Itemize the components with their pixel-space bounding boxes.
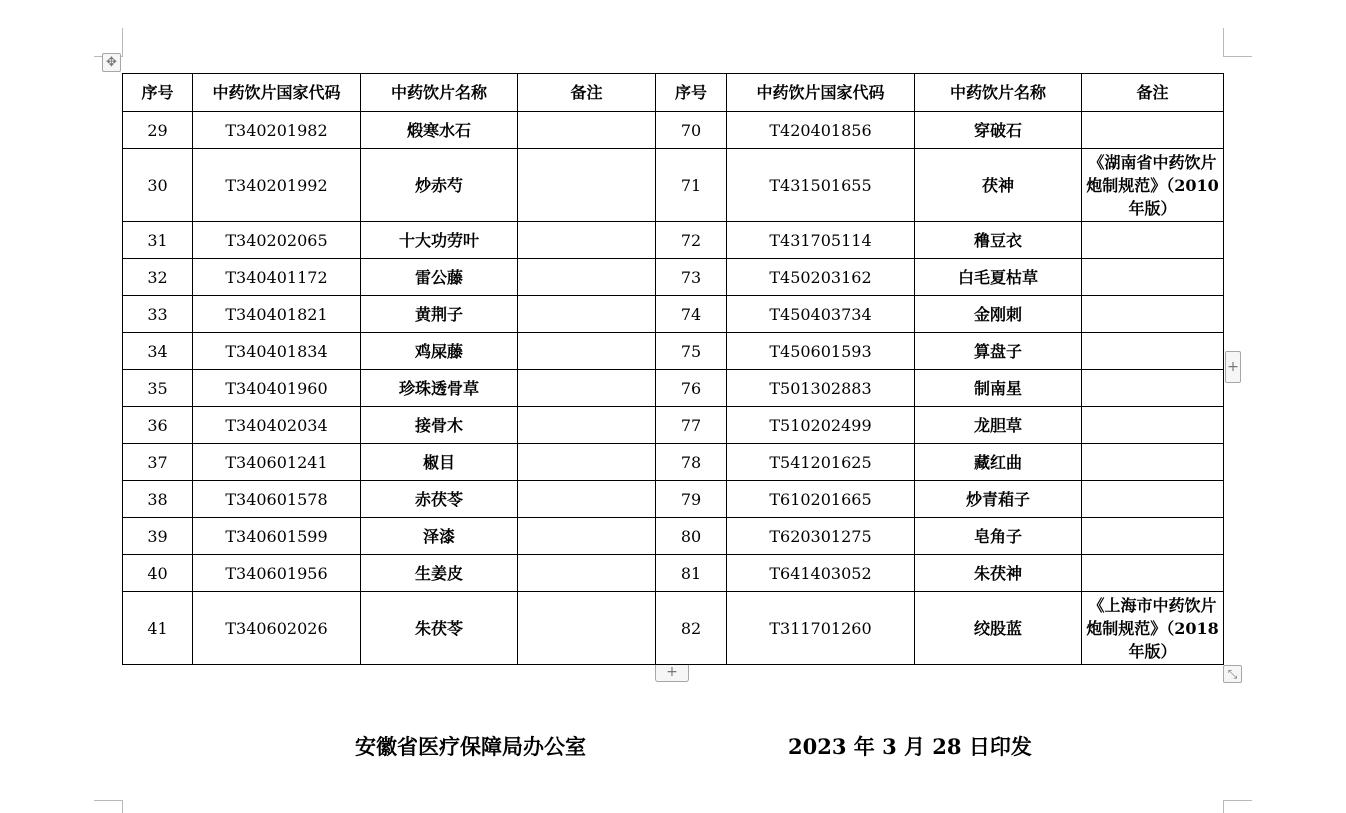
code-cell: T420401856 xyxy=(727,112,915,149)
column-header: 中药饮片国家代码 xyxy=(727,74,915,112)
table-header-row xyxy=(123,74,1224,112)
seq-cell: 74 xyxy=(656,296,727,333)
table-move-handle-icon[interactable]: ✥ xyxy=(102,53,121,72)
seq-cell: 35 xyxy=(123,370,193,407)
note-cell xyxy=(518,370,656,407)
note-cell xyxy=(1082,555,1224,592)
note-cell xyxy=(518,149,656,222)
name-cell: 椒目 xyxy=(361,444,518,481)
seq-cell: 78 xyxy=(656,444,727,481)
name-cell: 算盘子 xyxy=(915,333,1082,370)
code-cell: T620301275 xyxy=(727,518,915,555)
column-header: 中药饮片名称 xyxy=(915,74,1082,112)
seq-cell: 80 xyxy=(656,518,727,555)
note-cell xyxy=(518,259,656,296)
page-corner-mark-bottom-left xyxy=(94,800,123,813)
page-corner-mark-top-right xyxy=(1223,28,1252,57)
seq-cell: 75 xyxy=(656,333,727,370)
name-cell: 炒赤芍 xyxy=(361,149,518,222)
table-row xyxy=(123,333,1224,370)
code-cell: T340601578 xyxy=(193,481,361,518)
code-cell: T340401172 xyxy=(193,259,361,296)
code-cell: T450203162 xyxy=(727,259,915,296)
name-cell: 接骨木 xyxy=(361,407,518,444)
code-cell: T340401821 xyxy=(193,296,361,333)
column-header: 备注 xyxy=(1082,74,1224,112)
seq-cell: 71 xyxy=(656,149,727,222)
table-row xyxy=(123,444,1224,481)
seq-cell: 31 xyxy=(123,222,193,259)
note-cell xyxy=(518,555,656,592)
code-cell: T340402034 xyxy=(193,407,361,444)
name-cell: 赤茯苓 xyxy=(361,481,518,518)
note-cell xyxy=(518,592,656,665)
note-cell xyxy=(1082,370,1224,407)
issue-date: 2023 年 3 月 28 日印发 xyxy=(788,734,1032,759)
code-cell: T450601593 xyxy=(727,333,915,370)
drug-code-table xyxy=(122,73,1224,665)
note-cell xyxy=(518,481,656,518)
note-cell: 《湖南省中药饮片炮制规范》（2010 年版） xyxy=(1082,149,1224,222)
code-cell: T431705114 xyxy=(727,222,915,259)
note-cell: 《上海市中药饮片炮制规范》（2018 年版） xyxy=(1082,592,1224,665)
note-cell xyxy=(518,222,656,259)
name-cell: 穞豆衣 xyxy=(915,222,1082,259)
name-cell: 皂角子 xyxy=(915,518,1082,555)
note-cell xyxy=(518,296,656,333)
table-row xyxy=(123,407,1224,444)
seq-cell: 33 xyxy=(123,296,193,333)
name-cell: 藏红曲 xyxy=(915,444,1082,481)
name-cell: 金刚刺 xyxy=(915,296,1082,333)
code-cell: T450403734 xyxy=(727,296,915,333)
table-body xyxy=(123,112,1224,665)
note-cell xyxy=(518,112,656,149)
table-row xyxy=(123,518,1224,555)
table-row xyxy=(123,222,1224,259)
seq-cell: 82 xyxy=(656,592,727,665)
page-corner-mark-bottom-right xyxy=(1223,800,1252,813)
seq-cell: 81 xyxy=(656,555,727,592)
code-cell: T340202065 xyxy=(193,222,361,259)
code-cell: T510202499 xyxy=(727,407,915,444)
name-cell: 茯神 xyxy=(915,149,1082,222)
note-cell xyxy=(1082,444,1224,481)
name-cell: 泽漆 xyxy=(361,518,518,555)
code-cell: T311701260 xyxy=(727,592,915,665)
seq-cell: 76 xyxy=(656,370,727,407)
name-cell: 鸡屎藤 xyxy=(361,333,518,370)
seq-cell: 39 xyxy=(123,518,193,555)
column-header: 备注 xyxy=(518,74,656,112)
seq-cell: 29 xyxy=(123,112,193,149)
table-resize-handle-icon[interactable]: ⤡ xyxy=(1223,665,1242,683)
seq-cell: 40 xyxy=(123,555,193,592)
code-cell: T641403052 xyxy=(727,555,915,592)
note-cell xyxy=(1082,112,1224,149)
seq-cell: 70 xyxy=(656,112,727,149)
seq-cell: 30 xyxy=(123,149,193,222)
note-cell xyxy=(1082,296,1224,333)
note-cell xyxy=(1082,333,1224,370)
name-cell: 朱茯神 xyxy=(915,555,1082,592)
name-cell: 珍珠透骨草 xyxy=(361,370,518,407)
code-cell: T610201665 xyxy=(727,481,915,518)
table-row xyxy=(123,592,1224,665)
name-cell: 制南星 xyxy=(915,370,1082,407)
note-cell xyxy=(1082,407,1224,444)
table-row xyxy=(123,481,1224,518)
column-header: 序号 xyxy=(123,74,193,112)
code-cell: T340201982 xyxy=(193,112,361,149)
name-cell: 炒青葙子 xyxy=(915,481,1082,518)
name-cell: 白毛夏枯草 xyxy=(915,259,1082,296)
code-cell: T340401834 xyxy=(193,333,361,370)
name-cell: 穿破石 xyxy=(915,112,1082,149)
note-cell xyxy=(518,444,656,481)
note-cell xyxy=(1082,222,1224,259)
name-cell: 龙胆草 xyxy=(915,407,1082,444)
table-row xyxy=(123,555,1224,592)
seq-cell: 73 xyxy=(656,259,727,296)
code-cell: T340401960 xyxy=(193,370,361,407)
column-header: 中药饮片国家代码 xyxy=(193,74,361,112)
name-cell: 煅寒水石 xyxy=(361,112,518,149)
code-cell: T340601599 xyxy=(193,518,361,555)
add-column-button[interactable]: + xyxy=(1225,351,1241,383)
table-row xyxy=(123,370,1224,407)
code-cell: T340201992 xyxy=(193,149,361,222)
table-row xyxy=(123,112,1224,149)
name-cell: 朱茯苓 xyxy=(361,592,518,665)
name-cell: 雷公藤 xyxy=(361,259,518,296)
code-cell: T340601241 xyxy=(193,444,361,481)
code-cell: T431501655 xyxy=(727,149,915,222)
note-cell xyxy=(1082,481,1224,518)
code-cell: T541201625 xyxy=(727,444,915,481)
note-cell xyxy=(518,407,656,444)
column-header: 中药饮片名称 xyxy=(361,74,518,112)
seq-cell: 36 xyxy=(123,407,193,444)
name-cell: 十大功劳叶 xyxy=(361,222,518,259)
seq-cell: 37 xyxy=(123,444,193,481)
table-row xyxy=(123,149,1224,222)
note-cell xyxy=(518,518,656,555)
name-cell: 生姜皮 xyxy=(361,555,518,592)
note-cell xyxy=(518,333,656,370)
seq-cell: 34 xyxy=(123,333,193,370)
seq-cell: 41 xyxy=(123,592,193,665)
code-cell: T501302883 xyxy=(727,370,915,407)
note-cell xyxy=(1082,259,1224,296)
seq-cell: 32 xyxy=(123,259,193,296)
add-row-button[interactable]: + xyxy=(655,665,689,682)
code-cell: T340602026 xyxy=(193,592,361,665)
seq-cell: 79 xyxy=(656,481,727,518)
note-cell xyxy=(1082,518,1224,555)
table-row xyxy=(123,259,1224,296)
seq-cell: 77 xyxy=(656,407,727,444)
table-row xyxy=(123,296,1224,333)
code-cell: T340601956 xyxy=(193,555,361,592)
seq-cell: 72 xyxy=(656,222,727,259)
issuing-office: 安徽省医疗保障局办公室 xyxy=(355,734,586,759)
name-cell: 绞股蓝 xyxy=(915,592,1082,665)
name-cell: 黄荆子 xyxy=(361,296,518,333)
column-header: 序号 xyxy=(656,74,727,112)
seq-cell: 38 xyxy=(123,481,193,518)
